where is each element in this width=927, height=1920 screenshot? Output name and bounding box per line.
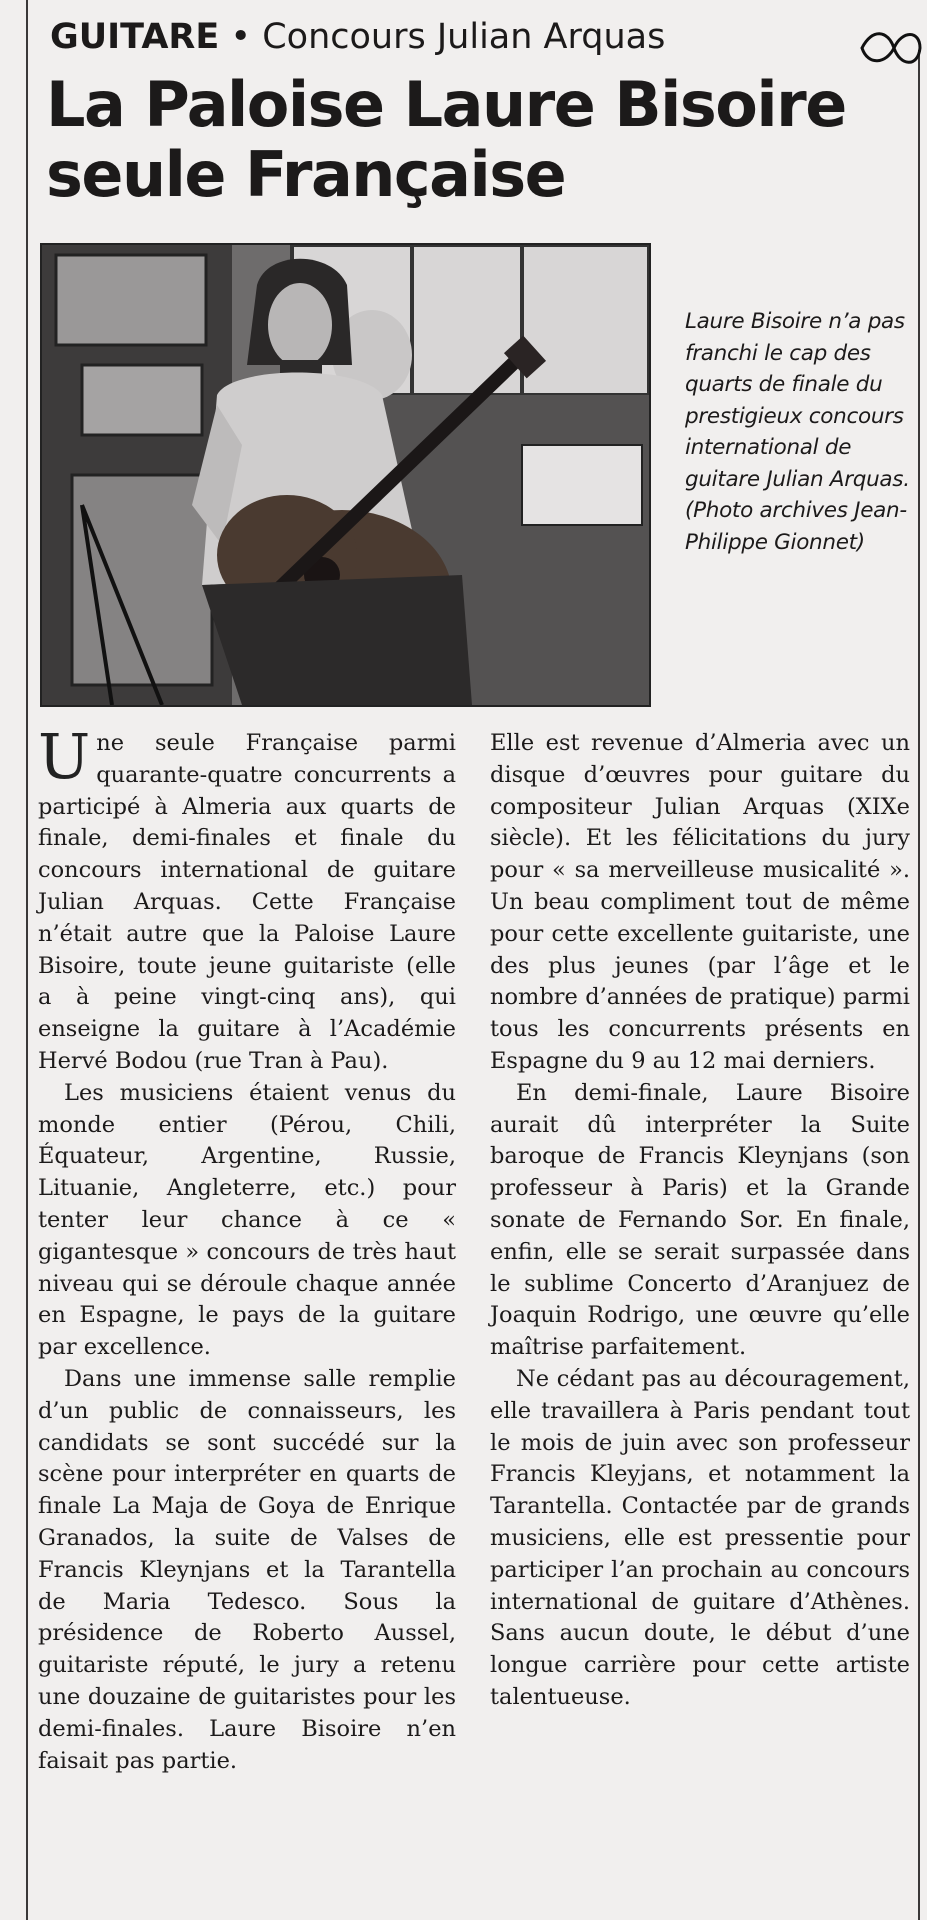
article-paragraph-4: Elle est revenue d’Almeria avec un disque d’œuvres pour guitare du compositeur Julian Arquas (XIXe siècle). Et les félicitations du jury pour « sa merveilleuse musicalité ». Un beau compliment tout de même pour cette excellente guitariste, une des plus jeunes (par l’âge et le nombre d’années de pratique) parmi tous les concurrents présents en Espagne du 9 au 12 mai derniers.	[490, 730, 910, 1074]
article-paragraph-3: Dans une immense salle remplie d’un public de connaisseurs, les candidats se sont succédé sur la scène pour interpréter en quarts de finale La Maja de Goya de Enrique Granados, la suite de Valses de Francis Kleynjans et la Tarantella de Maria Tedesco. Sous la présidence de Roberto Aussel, guitariste réputé, le jury a retenu une douzaine de guitaristes pour les demi-finales. Laure Bisoire n’en faisait pas partie.	[38, 1365, 456, 1774]
paragraph-1-text: ne seule Française parmi quarante-quatre concurrents a participé à Almeria aux quarts de finale, demi-finales et finale du concours international de guitare Julian Arquas. Cette Française n’était autre que la Paloise Laure Bisoire, toute jeune guitariste (elle a à peine vingt-cinq ans), qui enseigne la guitare à l’Académie Hervé Bodou (rue Tran à Pau).	[38, 730, 456, 1074]
column-rule-right	[918, 50, 920, 1920]
article-column-right	[490, 728, 910, 1714]
article-photo	[40, 243, 651, 707]
column-rule-left	[26, 0, 28, 1920]
section-label: GUITARE	[50, 17, 220, 57]
kicker-separator: •	[230, 17, 252, 57]
article-column-left	[38, 720, 456, 1777]
photo-caption: Laure Bisoire n’a pas franchi le cap des quarts de finale du prestigieux concours international de guitare Julian Arquas. (Photo archives Jean-Philippe Gionnet)	[685, 309, 910, 555]
guitarist-photo-illustration	[42, 245, 649, 705]
drop-cap: U	[38, 720, 91, 793]
handwritten-loop-icon	[858, 22, 924, 72]
article-paragraph-5: En demi-finale, Laure Bisoire aurait dû interpréter la Suite baroque de Francis Kleynjans (son professeur à Paris) et la Grande sonate de Fernando Sor. En finale, enfin, elle se serait surpassée dans le sublime Concerto d’Aranjuez de Joaquin Rodrigo, une œuvre qu’elle maîtrise parfaitement.	[490, 1079, 910, 1361]
section-kicker	[50, 14, 665, 60]
article-paragraph-6: Ne cédant pas au découragement, elle travaillera à Paris pendant tout le mois de juin avec son professeur Francis Kleyjans, et notamment la Tarantella. Contactée par de grands musiciens, elle est pressentie pour participer l’an prochain au concours international de guitare d’Athènes. Sans aucun doute, le début d’une longue carrière pour cette artiste talentueuse.	[490, 1365, 910, 1710]
kicker-subtitle: Concours Julian Arquas	[262, 17, 666, 57]
headline: La Paloise Laure Bisoire seule Française	[46, 68, 846, 211]
article-paragraph-2: Les musiciens étaient venus du monde entier (Pérou, Chili, Équateur, Argentine, Russie, Lituanie, Angleterre, etc.) pour tenter leur chance à ce « gigantesque » concours de très haut niveau qui se déroule chaque année en Espagne, le pays de la guitare par excellence.	[38, 1079, 456, 1361]
article-paragraph-1	[38, 720, 456, 1078]
